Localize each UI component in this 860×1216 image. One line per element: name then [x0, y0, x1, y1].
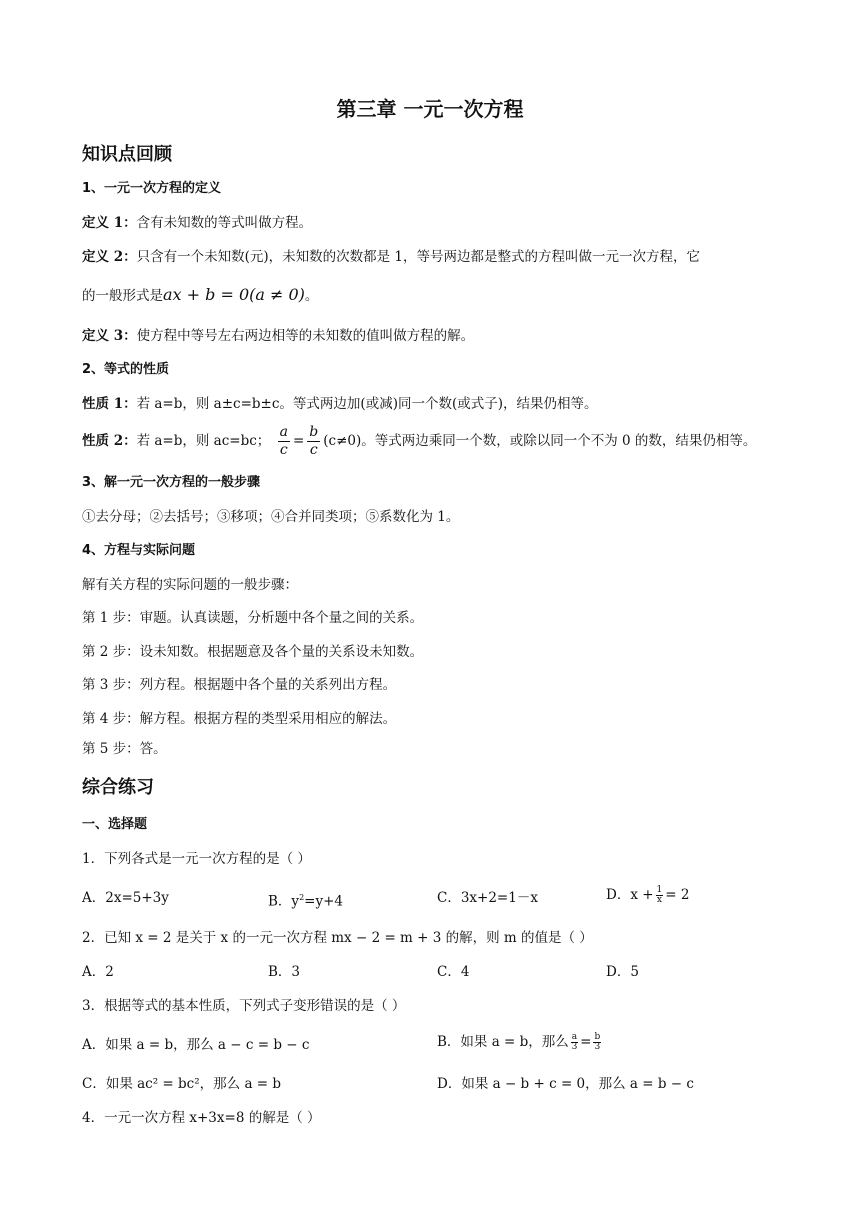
- q1-option-c: C．3x+2=1－x: [437, 890, 538, 906]
- question-1-stem: 1．下列各式是一元一次方程的是（ ）: [82, 851, 311, 867]
- def2-end: 。: [304, 288, 319, 304]
- def1-text: 含有未知数的等式叫做方程。: [136, 215, 313, 231]
- s4-step-4: 第 4 步：解方程。根据方程的类型采用相应的解法。: [82, 711, 397, 727]
- q1-option-a: A．2x=5+3y: [82, 890, 169, 906]
- definition-2: [82, 248, 700, 266]
- s4-intro: 解有关方程的实际问题的一般步骤：: [82, 577, 298, 593]
- s1-heading: 1、一元一次方程的定义: [82, 181, 222, 196]
- section-heading-review: 知识点回顾: [82, 144, 172, 165]
- definition-2-continued: [82, 286, 318, 305]
- fraction-a-over-c: $\frac{a}{c}$: [279, 424, 288, 458]
- question-4-stem: 4．一元一次方程 x+3x=8 的解是（ ）: [82, 1110, 321, 1126]
- definition-1: [82, 214, 312, 232]
- q1-option-d: D．x + $\frac{1}{x}$ = 2: [606, 885, 690, 905]
- q1-option-b: B．$y^2=y+4$: [268, 893, 343, 910]
- q3-option-a: A．如果 a = b，那么 a − c = b − c: [82, 1037, 310, 1053]
- s4-step-1: 第 1 步：审题。认真读题，分析题中各个量之间的关系。: [82, 610, 424, 626]
- q2-option-a: A．2: [82, 964, 114, 980]
- question-3-stem: 3．根据等式的基本性质，下列式子变形错误的是（ ）: [82, 998, 406, 1014]
- p2-eq: =: [292, 433, 305, 449]
- def2-text: 只含有一个未知数(元)，未知数的次数都是 1，等号两边都是整式的方程叫做一元一次方程，它: [136, 249, 701, 265]
- def1-label: 定义 1：: [82, 215, 137, 231]
- section-heading-practice: 综合练习: [82, 777, 154, 798]
- q2-option-b: B．3: [268, 964, 301, 980]
- fraction-b-over-3: $\frac{b}{3}$: [594, 1032, 601, 1052]
- definition-3: [82, 327, 474, 345]
- q3-option-b: B．如果 a = b，那么 $\frac{a}{3}$ = $\frac{b}{3}$: [437, 1032, 601, 1052]
- s4-heading: 4、方程与实际问题: [82, 543, 196, 558]
- q2-option-c: C．4: [437, 964, 470, 980]
- fraction-a-over-3: $\frac{a}{3}$: [571, 1032, 578, 1052]
- chapter-title: 第三章 一元一次方程: [336, 97, 524, 121]
- fraction-1-over-x: $\frac{1}{x}$: [656, 885, 663, 905]
- p1-label: 性质 1：: [82, 396, 137, 412]
- s4-step-2: 第 2 步：设未知数。根据题意及各个量的关系设未知数。: [82, 644, 424, 660]
- s2-heading: 2、等式的性质: [82, 362, 170, 377]
- solve-steps: ①去分母；②去括号；③移项；④合并同类项；⑤系数化为 1。: [82, 509, 460, 525]
- def3-label: 定义 3：: [82, 328, 137, 344]
- property-2: [82, 424, 756, 459]
- general-form-formula: ax + b = 0(a ≠ 0): [163, 285, 305, 304]
- q3-option-d: D．如果 a − b + c = 0，那么 a = b − c: [437, 1076, 694, 1092]
- p1-text: 若 a=b，则 a±c=b±c。等式两边加(或减)同一个数(或式子)，结果仍相等。: [136, 396, 598, 412]
- q3-option-c: C．如果 ac² = bc²，那么 a = b: [82, 1076, 282, 1092]
- s4-step-5: 第 5 步：答。: [82, 741, 167, 757]
- p2-post: (c≠0)。等式两边乘同一个数，或除以同一个不为 0 的数，结果仍相等。: [323, 433, 757, 449]
- def3-text: 使方程中等号左右两边相等的未知数的值叫做方程的解。: [136, 328, 475, 344]
- p2-label: 性质 2：: [82, 433, 137, 449]
- def2-cont: 的一般形式是: [82, 288, 163, 304]
- q2-option-d: D．5: [606, 964, 639, 980]
- property-1: [82, 395, 598, 413]
- fraction-b-over-c: $\frac{b}{c}$: [309, 424, 319, 458]
- p2-pre: 若 a=b，则 ac=bc；: [136, 433, 271, 449]
- def2-label: 定义 2：: [82, 249, 137, 265]
- s3-heading: 3、解一元一次方程的一般步骤: [82, 475, 261, 490]
- s4-step-3: 第 3 步：列方程。根据题中各个量的关系列出方程。: [82, 677, 397, 693]
- exercises-heading: 一、选择题: [82, 817, 148, 832]
- question-2-stem: 2．已知 x = 2 是关于 x 的一元一次方程 mx − 2 = m + 3 的解，则 m 的值是（ ）: [82, 930, 593, 946]
